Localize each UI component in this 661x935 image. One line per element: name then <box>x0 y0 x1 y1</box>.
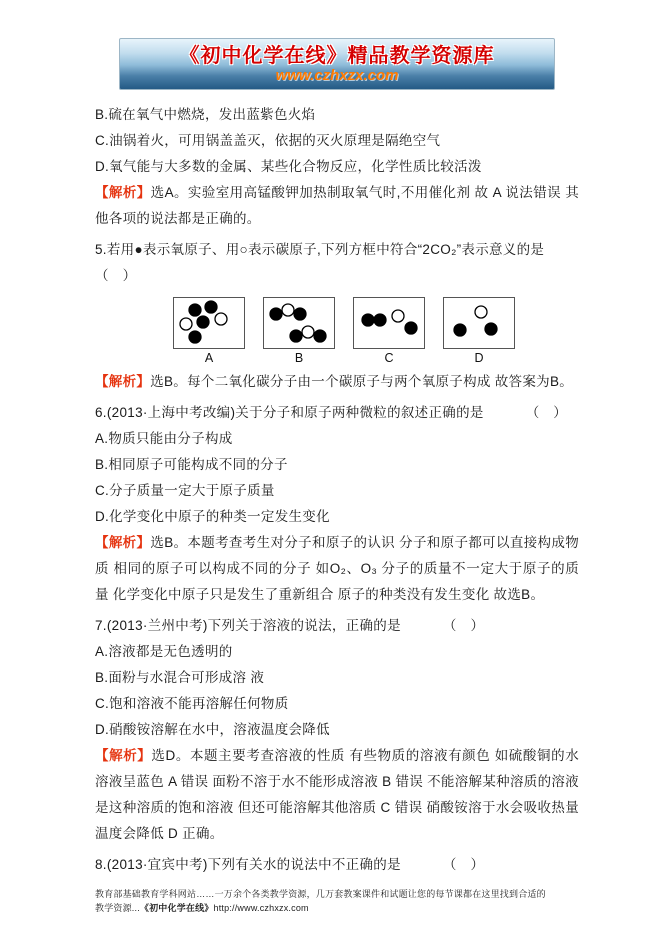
q6-option-b: B.相同原子可能构成不同的分子 <box>95 457 288 472</box>
q7-analysis <box>95 743 579 847</box>
page-footer <box>95 887 601 915</box>
q4-option-b: B.硫在氧气中燃烧，发出蓝紫色火焰 <box>95 107 316 122</box>
footer-site-link[interactable]: http://www.czhxzx.com <box>213 903 309 913</box>
diagram-option-A <box>173 297 245 365</box>
footer-site-name: 《初中化学在线》 <box>139 903 214 913</box>
banner-url: www.czhxzx.com <box>275 66 399 84</box>
atom-box-figure <box>443 297 515 349</box>
site-banner <box>119 38 555 90</box>
q6-option-d: D.化学变化中原子的种类一定发生变化 <box>95 509 330 524</box>
q4-analysis <box>95 180 579 232</box>
q6-option-c: C.分子质量一定大于原子质量 <box>95 483 275 498</box>
q6-stem <box>95 400 579 426</box>
q5-analysis <box>95 369 579 395</box>
banner-title: 《初中化学在线》精品教学资源库 <box>179 44 495 67</box>
diagram-box-label: A <box>204 351 214 365</box>
q8-stem-text: 8.(2013·宜宾中考)下列有关水的说法中不正确的是 <box>95 857 401 872</box>
q6-option-a: A.物质只能由分子构成 <box>95 431 233 446</box>
q5-diagram <box>173 297 579 365</box>
q4-option-c: C.油锅着火，可用锅盖盖灭，依据的灭火原理是隔绝空气 <box>95 133 441 148</box>
q8-stem <box>95 852 579 878</box>
q4-option-d: D.氧气能与大多数的金属、某些化合物反应，化学性质比较活泼 <box>95 159 482 174</box>
atom-box-figure <box>173 297 245 349</box>
diagram-box-label: B <box>294 351 304 365</box>
diagram-box-label: C <box>384 351 394 365</box>
analysis-label: 【解析】 <box>95 535 151 550</box>
analysis-text: 选B。每个二氧化碳分子由一个碳原子与两个氧原子构成 故答案为B。 <box>150 374 574 389</box>
analysis-text: 选D。本题主要考查溶液的性质 有些物质的溶液有颜色 如硫酸铜的水溶液呈蓝色 A 错误 面粉不溶于水不能形成溶液 B 错误 不能溶解某种溶质的溶液是这种溶质的饱和溶液 但还可能溶解其他溶质 C 错误 硝酸铵溶于水会吸收热量 温度会降低 D 正确。 <box>95 748 580 841</box>
atom-box-figure <box>353 297 425 349</box>
q5-answer-bracket: （ ） <box>95 268 137 283</box>
q7-option-d: D.硝酸铵溶解在水中，溶液温度会降低 <box>95 722 330 737</box>
analysis-label: 【解析】 <box>95 748 152 763</box>
analysis-text: 选B。本题考查考生对分子和原子的认识 分子和原子都可以直接构成物质 相同的原子可以构成不同的分子 如O₂、O₃ 分子的质量不一定大于原子的质量 化学变化中原子只是发生了重新组合 原子的种类没有发生变化 故选B。 <box>95 535 580 602</box>
footer-line2-prefix: 教学资源... <box>95 903 140 913</box>
diagram-box-label: D <box>474 351 484 365</box>
q6-stem-text: 6.(2013·上海中考改编)关于分子和原子两种微粒的叙述正确的是 <box>95 405 484 420</box>
q7-stem-text: 7.(2013·兰州中考)下列关于溶液的说法，正确的是 <box>95 618 401 633</box>
q7-option-a: A.溶液都是无色透明的 <box>95 644 233 659</box>
analysis-label: 【解析】 <box>95 374 151 389</box>
atom-box-figure <box>263 297 335 349</box>
diagram-option-C <box>353 297 425 365</box>
q5-stem: 5.若用●表示氧原子、用○表示碳原子,下列方框中符合“2CO₂”表示意义的是 <box>95 242 545 257</box>
q7-answer-bracket: （ ） <box>442 618 485 633</box>
q7-option-b: B.面粉与水混合可形成溶 液 <box>95 670 265 685</box>
q6-analysis <box>95 530 579 608</box>
diagram-option-D <box>443 297 515 365</box>
q7-stem <box>95 613 579 639</box>
analysis-text: 选A。实验室用高锰酸钾加热制取氧气时,不用催化剂 故 A 说法错误 其他各项的说法都是正确的。 <box>95 185 579 226</box>
q7-option-c: C.饱和溶液不能再溶解任何物质 <box>95 696 289 711</box>
analysis-label: 【解析】 <box>95 185 151 200</box>
q6-answer-bracket: （ ） <box>525 405 568 420</box>
diagram-option-B <box>263 297 335 365</box>
footer-line2 <box>95 901 601 915</box>
footer-line1: 教育部基础教育学科网站……一万余个各类教学资源，几万套教案课件和试题让您的每节课都在这里找到合适的 <box>95 889 546 899</box>
q8-answer-bracket: （ ） <box>442 857 485 872</box>
